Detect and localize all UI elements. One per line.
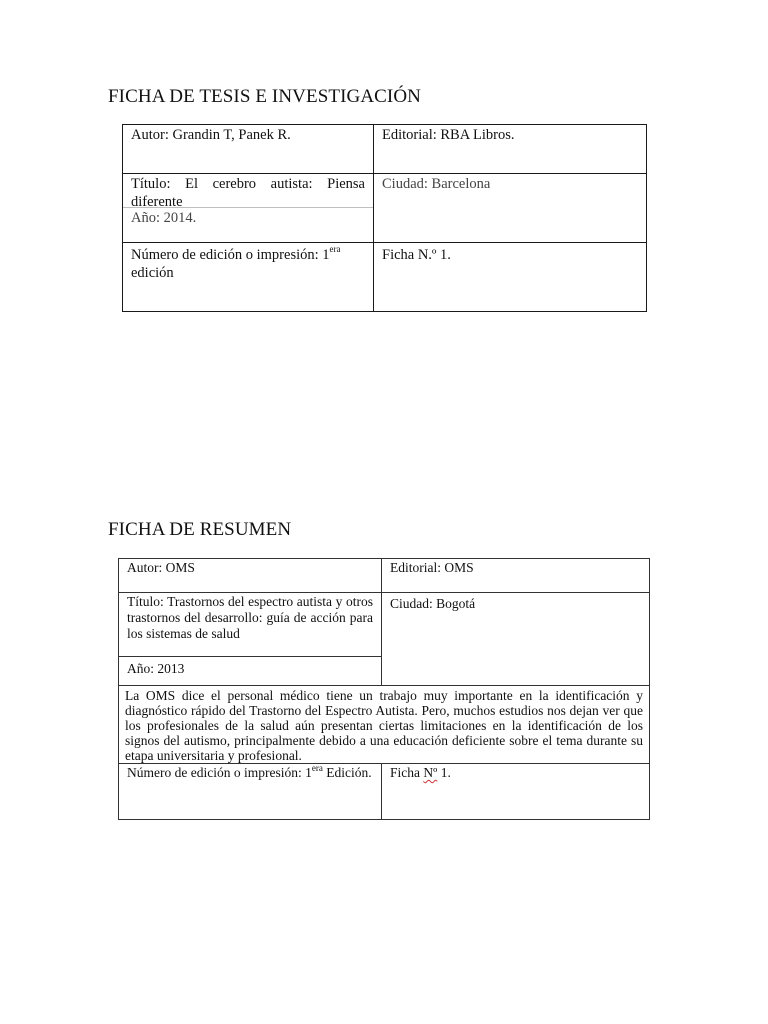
ficha-tesis-table xyxy=(122,124,647,312)
resumen-editorial-cell xyxy=(382,559,650,593)
resumen-summary-cell xyxy=(119,686,650,764)
resumen-edicion-text xyxy=(119,764,381,781)
edicion-prefix: Número de edición o impresión: 1 xyxy=(131,247,330,263)
edicion-cell xyxy=(123,243,374,312)
editorial-cell xyxy=(374,125,647,174)
anio-text: Año: 2014. xyxy=(131,210,197,226)
resumen-ficha-number-cell xyxy=(382,764,650,820)
ficha-number-text: Ficha N.º 1. xyxy=(382,247,451,263)
titulo-anio-cell xyxy=(123,174,374,243)
edicion-superscript: era xyxy=(329,244,341,255)
ficha-resumen-heading: FICHA DE RESUMEN xyxy=(108,519,292,540)
resumen-ficha-suffix: 1. xyxy=(437,765,451,780)
resumen-summary-text: La OMS dice el personal médico tiene un trabajo muy importante en la identificación y diagnóstico rápido del Trastorno del Espectro Autista. Pero, muchos estudios nos dejan ver que los profesionales de la salud aún presentan ciertas limitaciones en la identificación de los signos del autismo, principalmente debido a una educación deficiente sobre el tema durante su etapa universitaria y profesional. xyxy=(125,688,643,763)
resumen-titulo-text: Título: Trastornos del espectro autista y otros trastornos del desarrollo: guía de acción para los sistemas de salud xyxy=(127,594,373,641)
titulo-text: Título: El cerebro autista: Piensa diferente xyxy=(131,176,365,210)
ficha-tesis-heading: FICHA DE TESIS E INVESTIGACIÓN xyxy=(108,86,421,107)
resumen-ficha-number-text xyxy=(382,764,649,781)
ciudad-cell xyxy=(374,174,647,243)
edicion-suffix: edición xyxy=(131,265,174,281)
resumen-autor-text: Autor: OMS xyxy=(127,560,195,575)
resumen-ciudad-cell xyxy=(382,593,650,686)
resumen-ciudad-text: Ciudad: Bogotá xyxy=(390,596,476,611)
resumen-edicion-suffix: Edición. xyxy=(322,765,372,780)
resumen-edicion-superscript: era xyxy=(311,762,323,773)
resumen-ficha-prefix: Ficha xyxy=(390,765,424,780)
autor-text: Autor: Grandin T, Panek R. xyxy=(131,127,291,143)
resumen-anio-text: Año: 2013 xyxy=(127,661,185,676)
resumen-titulo-anio-cell xyxy=(119,593,382,686)
resumen-edicion-prefix: Número de edición o impresión: 1 xyxy=(127,765,312,780)
resumen-autor-cell xyxy=(119,559,382,593)
ciudad-text: Ciudad: Barcelona xyxy=(382,176,491,192)
ficha-resumen-table xyxy=(118,558,650,820)
resumen-edicion-cell xyxy=(119,764,382,820)
resumen-editorial-text: Editorial: OMS xyxy=(390,560,474,575)
edicion-text xyxy=(123,243,373,282)
resumen-ficha-marked: Nº xyxy=(423,765,438,780)
autor-cell xyxy=(123,125,374,174)
editorial-text: Editorial: RBA Libros. xyxy=(382,127,515,143)
ficha-number-cell xyxy=(374,243,647,312)
